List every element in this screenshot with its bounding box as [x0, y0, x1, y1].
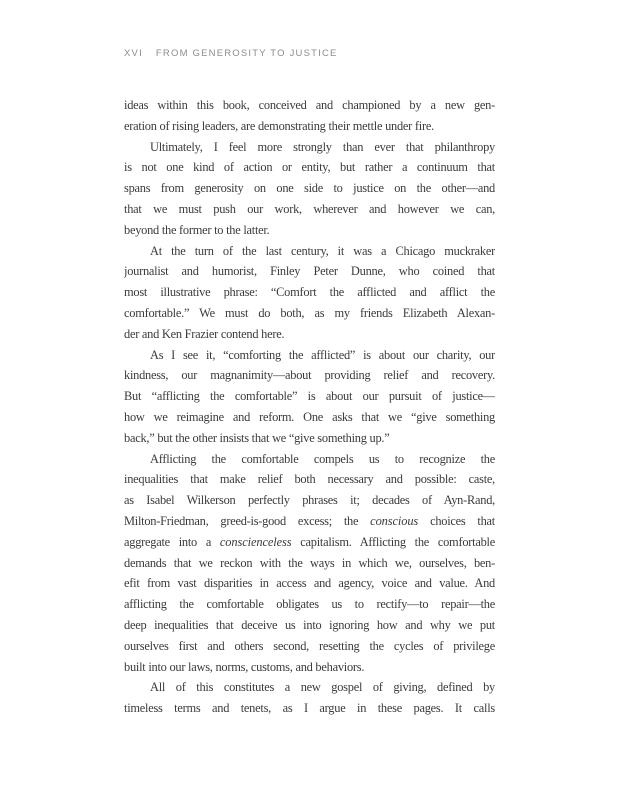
text-run: deep inequalities that deceive us into ignoring how and why we put: [124, 617, 495, 632]
text-run: timeless terms and tenets, as I argue in these pages. It calls: [124, 701, 495, 716]
text-run: built into our laws, norms, customs, and behaviors.: [124, 659, 365, 674]
italic-text-run: conscious: [370, 513, 419, 528]
text-run: As I see it, “comforting the afflicted” is about our charity, our: [150, 347, 495, 362]
text-line: [124, 573, 495, 594]
text-run: Ultimately, I feel more strongly than ever that philanthropy: [150, 139, 495, 154]
text-line: [124, 428, 495, 449]
text-run: At the turn of the last century, it was a Chicago muckraker: [150, 243, 495, 258]
text-line: [124, 511, 495, 532]
text-line: [124, 324, 495, 345]
text-line: [124, 95, 495, 116]
text-line: [124, 677, 495, 698]
paragraph: [124, 449, 495, 678]
text-run: spans from generosity on one side to justice on the other—and: [124, 181, 495, 196]
text-run: aggregate into a: [124, 534, 220, 549]
text-line: [124, 698, 495, 719]
text-run: most illustrative phrase: “Comfort the afflicted and afflict the: [124, 285, 495, 300]
text-line: [124, 282, 495, 303]
text-line: [124, 490, 495, 511]
text-line: [124, 615, 495, 636]
text-line: [124, 241, 495, 262]
text-line: [124, 345, 495, 366]
text-run: capitalism. Afflicting the comfortable: [291, 534, 495, 549]
text-line: [124, 553, 495, 574]
paragraph: [124, 345, 495, 449]
text-run: afflicting the comfortable obligates us to rectify—to repair—the: [124, 597, 495, 612]
text-run: eration of rising leaders, are demonstrating their mettle under fire.: [124, 118, 434, 133]
text-run: demands that we reckon with the ways in which we, ourselves, ben-: [124, 555, 495, 570]
text-line: [124, 137, 495, 158]
text-line: [124, 303, 495, 324]
text-run: inequalities that make relief both necessary and possible: caste,: [124, 472, 495, 487]
text-run: efit from vast disparities in access and agency, voice and value. And: [124, 576, 495, 591]
running-header: [124, 48, 338, 59]
text-line: [124, 220, 495, 241]
paragraph: [124, 241, 495, 345]
text-line: [124, 636, 495, 657]
text-line: [124, 178, 495, 199]
text-run: as Isabel Wilkerson perfectly phrases it; decades of Ayn-Rand,: [124, 493, 495, 508]
text-run: back,” but the other insists that we “give something up.”: [124, 430, 390, 445]
text-run: comfortable.” We must do both, as my friends Elizabeth Alexan-: [124, 305, 495, 320]
text-line: [124, 407, 495, 428]
text-line: [124, 116, 495, 137]
paragraph: [124, 137, 495, 241]
text-line: [124, 657, 495, 678]
italic-text-run: conscienceless: [219, 534, 292, 549]
text-line: [124, 157, 495, 178]
text-run: All of this constitutes a new gospel of giving, defined by: [150, 680, 495, 695]
page-body: [124, 95, 495, 719]
text-line: [124, 365, 495, 386]
text-line: [124, 386, 495, 407]
text-run: choices that: [418, 513, 495, 528]
text-line: [124, 261, 495, 282]
text-run: der and Ken Frazier contend here.: [124, 326, 285, 341]
text-line: [124, 449, 495, 470]
text-run: Milton-Friedman, greed-is-good excess; the: [124, 513, 371, 528]
text-run: beyond the former to the latter.: [124, 222, 270, 237]
folio-page-number: XVI: [124, 48, 143, 59]
paragraph: [124, 95, 495, 137]
text-run: how we reimagine and reform. One asks that we “give something: [124, 409, 495, 424]
text-line: [124, 532, 495, 553]
running-title: FROM GENEROSITY TO JUSTICE: [155, 48, 338, 59]
text-line: [124, 594, 495, 615]
text-run: ourselves first and others second, resetting the cycles of privilege: [124, 638, 495, 653]
text-line: [124, 199, 495, 220]
text-run: kindness, our magnanimity—about providing relief and recovery.: [124, 368, 495, 383]
text-line: [124, 469, 495, 490]
paragraph: [124, 677, 495, 719]
text-run: Afflicting the comfortable compels us to recognize the: [150, 451, 495, 466]
text-run: that we must push our work, wherever and however we can,: [124, 201, 495, 216]
text-run: is not one kind of action or entity, but rather a continuum that: [124, 160, 495, 175]
text-run: But “afflicting the comfortable” is about our pursuit of justice—: [124, 389, 495, 404]
text-run: ideas within this book, conceived and championed by a new gen-: [124, 98, 495, 112]
text-run: journalist and humorist, Finley Peter Dunne, who coined that: [124, 264, 495, 279]
